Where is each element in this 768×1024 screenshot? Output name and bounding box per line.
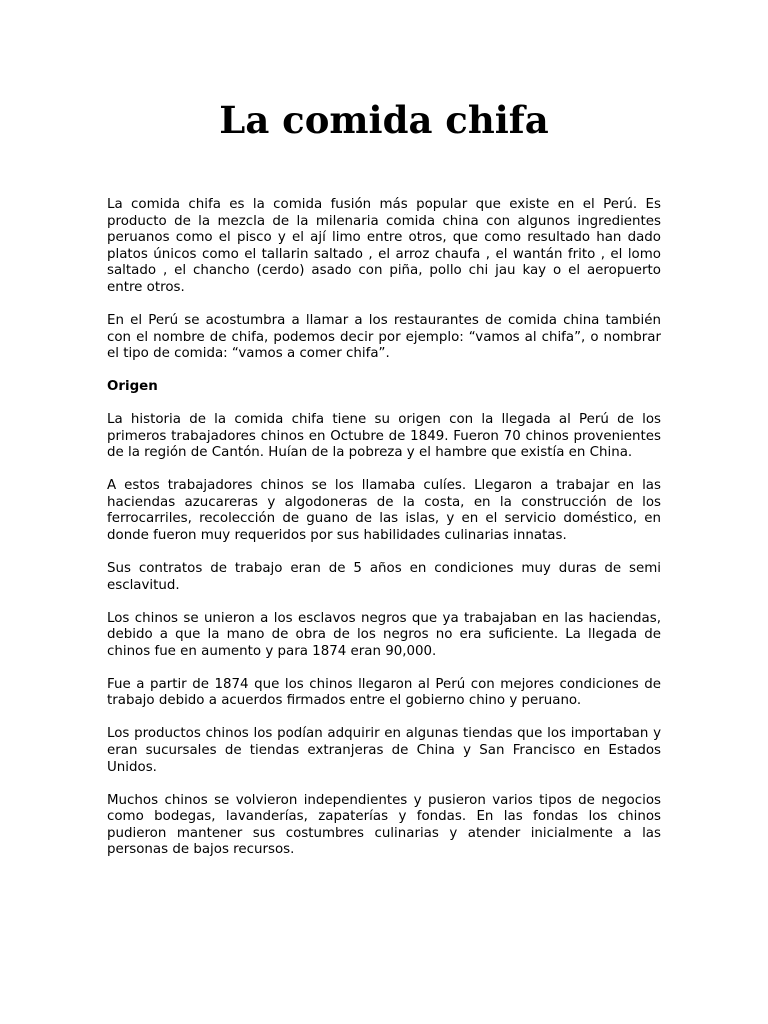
document-body xyxy=(107,197,661,875)
paragraph-contracts: Sus contratos de trabajo eran de 5 años en condiciones muy duras de semi esclavitud. xyxy=(107,561,661,593)
paragraph-history: La historia de la comida chifa tiene su origen con la llegada al Perú de los primeros trabajadores chinos en Octubre de 1849. Fueron 70 chinos provenientes de la región de Cantón. Huían de la pobreza y el hambre que existía en China. xyxy=(107,412,661,461)
paragraph-1874: Fue a partir de 1874 que los chinos llegaron al Perú con mejores condiciones de trabajo debido a acuerdos firmados entre el gobierno chino y peruano. xyxy=(107,676,661,709)
section-heading-origen: Origen xyxy=(107,379,158,395)
paragraph-intro: La comida chifa es la comida fusión más popular que existe en el Perú. Es producto de la mezcla de la milenaria comida china con algunos ingredientes peruanos como el pisco y el ají limo entre otros, que como resultado han dado platos únicos como el tallarin saltado , el arroz chaufa , el wantán frito , el lomo saltado , el chancho (cerdo) asado con piña, pollo chi jau kay o el aeropuerto entre otros. xyxy=(107,197,661,295)
paragraph-products: Los productos chinos los podían adquirir en algunas tiendas que los importaban y eran sucursales de tiendas extranjeras de China y San Francisco en Estados Unidos. xyxy=(107,726,661,775)
paragraph-businesses: Muchos chinos se volvieron independientes y pusieron varios tipos de negocios como bodegas, lavanderías, zapaterías y fondas. En las fondas los chinos pudieron mantener sus costumbres culinarias y atender inicialmente a las personas de bajos recursos. xyxy=(107,792,661,858)
paragraph-haciendas: Los chinos se unieron a los esclavos negros que ya trabajaban en las haciendas, debido a que la mano de obra de los negros no era suficiente. La llegada de chinos fue en aumento y para 1874 eran 90,000. xyxy=(107,610,661,659)
paragraph-culies: A estos trabajadores chinos se los llamaba culíes. Llegaron a trabajar en las haciendas azucareras y algodoneras de la costa, en la construcción de los ferrocarriles, recolección de guano de las islas, y en el servicio doméstico, en donde fueron muy requeridos por sus habilidades culinarias innatas. xyxy=(107,478,661,544)
page-title: La comida chifa xyxy=(219,98,549,142)
paragraph-naming: En el Perú se acostumbra a llamar a los restaurantes de comida china también con el nombre de chifa, podemos decir por ejemplo: “vamos al chifa”, o nombrar el tipo de comida: “vamos a comer chifa”. xyxy=(107,312,661,362)
